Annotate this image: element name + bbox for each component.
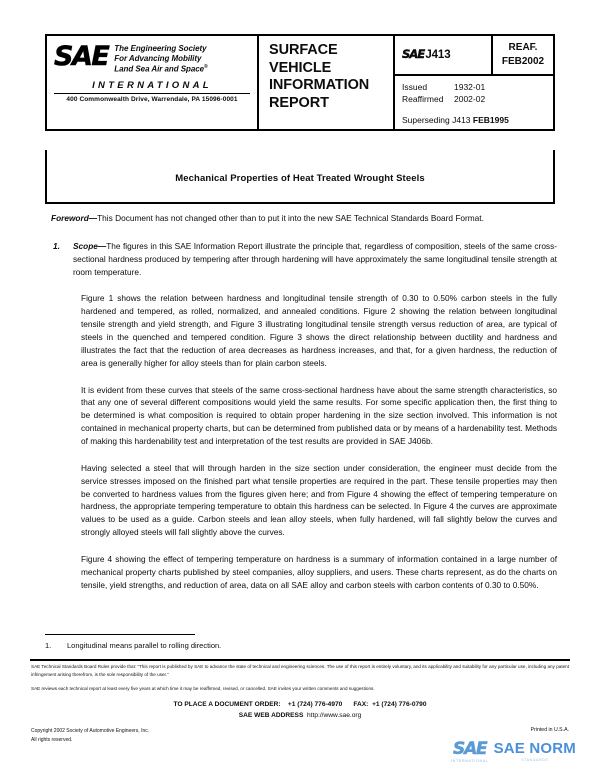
printed-in-label: Printed in U.S.A. xyxy=(530,727,569,733)
sae-small-logo-mark: SAE xyxy=(402,47,425,61)
foreword-block xyxy=(45,212,557,225)
web-address-url[interactable]: http://www.sae.org xyxy=(307,711,362,719)
copyright-line-1: Copyright 2002 Society of Automotive Engineers, Inc. xyxy=(31,728,150,734)
scope-section xyxy=(45,240,557,279)
doc-type-line-4: REPORT xyxy=(269,94,329,111)
doc-type-line-3: INFORMATION xyxy=(269,77,370,94)
document-number: J413 xyxy=(425,49,451,61)
order-label: TO PLACE A DOCUMENT ORDER: xyxy=(173,701,281,708)
tagline-line-2: For Advancing Mobility xyxy=(114,54,202,63)
body-paragraph-4: Figure 4 showing the effect of tempering temperature on hardness is a summary of information contained in a large number of mechanical property charts published by steel companies, alloy suppliers, and users. These charts represent, as do the charts on tensile, yield strengths, and reduction of area, data on all SAE alloy and carbon steels with carbon contents of 0.30 to 0.50%. xyxy=(81,554,557,590)
doc-type-line-1: SURFACE xyxy=(269,42,338,58)
tagline-line-3: Land Sea Air and Space® xyxy=(114,64,208,74)
issued-row xyxy=(402,81,553,93)
reaffirmed-label: Reaffirmed xyxy=(402,94,444,105)
foreword-label: Foreword— xyxy=(51,213,98,223)
sae-logo-tagline xyxy=(114,43,207,75)
footnote-divider xyxy=(45,634,195,635)
sae-logo-mark: SAE xyxy=(54,41,109,72)
reaf-label: REAF. xyxy=(508,42,538,53)
document-title-box xyxy=(45,150,555,204)
sae-norm-logo-mark: SAE xyxy=(453,739,487,759)
footnote-number: 1. xyxy=(45,641,52,650)
reaffirmed-row xyxy=(402,93,553,105)
document-meta-cell xyxy=(395,36,553,129)
scope-label: Scope— xyxy=(73,240,107,251)
body-paragraph-1: Figure 1 shows the relation between hardness and longitudinal tensile strength of 0.30 to 0.50% carbon steels in the fully hardened and tempered, as rolled, normalized, and annealed conditions. Figure 2 showing the relation between longitudinal tensile strength and yield strength, and Figure 3 illustrating longitudinal tensile strength versus reduction of area, are typical of steels in the quenched and tempered condition. Figure 3 shows the direct relationship between ductility and hardness and illustrates the fact that the reduction of area decreases as hardness increases, and that, for a given hardness, the reduction of area is generally higher for alloy steels than for plain carbon steels. xyxy=(81,293,557,368)
web-address-label: SAE WEB ADDRESS xyxy=(238,711,304,719)
copyright-line-2: All rights reserved. xyxy=(31,737,73,743)
sae-norm-subtitle: STANDARDS xyxy=(521,757,549,762)
scope-text: The figures in this SAE Information Report illustrate the principle that, regardless of composition, steels of the same cross-sectional hardness produced by tempering after through hardening will have approximately the same longitudinal tensile strength at room temperature. xyxy=(73,240,557,277)
doc-type-line-2: VEHICLE xyxy=(269,59,332,76)
reaffirmed-value: 2002-02 xyxy=(454,94,486,105)
legal-paragraph-2: SAE reviews each technical report at least every five years at which time it may be reaffirmed, revised, or cancelled. SAE invites your written comments and suggestions. xyxy=(31,685,375,691)
sae-logo xyxy=(52,43,252,75)
issued-label: Issued xyxy=(402,82,428,92)
document-body xyxy=(45,212,557,592)
footnote-block xyxy=(45,641,545,650)
fax-label: FAX: xyxy=(353,701,369,708)
sae-address: 400 Commonwealth Drive, Warrendale, PA 15096-0001 xyxy=(66,95,238,103)
legal-disclaimer xyxy=(31,663,569,698)
issued-value: 1932-01 xyxy=(454,82,486,92)
superseding-line xyxy=(402,106,553,126)
sae-international-label: INTERNATIONAL xyxy=(54,77,250,94)
order-line xyxy=(31,700,569,711)
footer-divider xyxy=(30,659,570,661)
legal-paragraph-1: SAE Technical Standards Board Rules provide that: “This report is published by SAE to advance the state of technical and engineering sciences. The use of this report is entirely voluntary, and its applicability and suitability for any particular use, including any patent infringement arising therefrom, is the sole responsibility of the user.” xyxy=(31,664,569,677)
web-line xyxy=(31,711,569,722)
document-type-cell xyxy=(259,36,395,129)
document-number-box xyxy=(395,36,493,74)
tagline-line-1: The Engineering Society xyxy=(114,44,207,53)
order-information xyxy=(31,700,569,722)
registered-mark-icon: ® xyxy=(204,64,208,70)
scope-number: 1. xyxy=(53,240,60,251)
superseding-prefix: Superseding J413 xyxy=(402,114,473,125)
document-header-table xyxy=(45,34,555,131)
reaffirmation-box xyxy=(493,36,553,74)
document-dates-box xyxy=(395,76,553,129)
reaf-date: FEB2002 xyxy=(501,55,545,67)
body-paragraph-2: It is evident from these curves that steels of the same cross-sectional hardness have about the same strength characteristics, so that any one of several different compositions would yield the same results. For some specific application then, the first thing to be determined is what composition is required to obtain proper hardening in the size section involved. This information is not contained in mechanical property charts, but can be determined from published data or by means of a hardenability test. Methods of making this hardenability test and interpretation of the test results are provided in SAE J406b. xyxy=(81,384,557,447)
sae-norm-badge xyxy=(451,741,489,763)
sae-norm-wordmark xyxy=(494,741,576,763)
superseding-date: FEB1995 xyxy=(472,114,509,125)
fax-number: +1 (724) 776-0790 xyxy=(372,701,427,708)
scope-body xyxy=(73,240,557,279)
sae-logo-cell xyxy=(47,36,259,129)
order-phone[interactable]: +1 (724) 776-4970 xyxy=(287,701,343,708)
page-title: Mechanical Properties of Heat Treated Wrought Steels xyxy=(175,173,425,184)
document-id-row xyxy=(395,36,553,76)
sae-norm-logo xyxy=(451,741,576,763)
footnote-text: Longitudinal means parallel to rolling direction. xyxy=(67,641,222,650)
sae-norm-title: SAE NORM xyxy=(493,740,576,758)
copyright-notice xyxy=(31,727,149,745)
sae-norm-logo-sub: INTERNATIONAL xyxy=(450,759,489,763)
body-paragraph-3: Having selected a steel that will through harden in the size section under consideration, the engineer must decide from the service stresses imposed on the finished part what tensile properties are required in the part. These tensile properties may then be converted to hardness values from the figures given here; and from Figure 4 showing the effect of tempering temperature on hardness, the appropriate tempering temperature to obtain this hardness can be selected. In Figure 4 the curves are approximate values to be used as a guide. Carbon steels and lean alloy steels, when fully hardened, will fall slightly below the curves and strongly alloyed steels will fall slightly above the curves. xyxy=(81,462,557,538)
foreword-text: This Document has not changed other than to put it into the new SAE Technical Standards Board Format. xyxy=(97,213,484,223)
